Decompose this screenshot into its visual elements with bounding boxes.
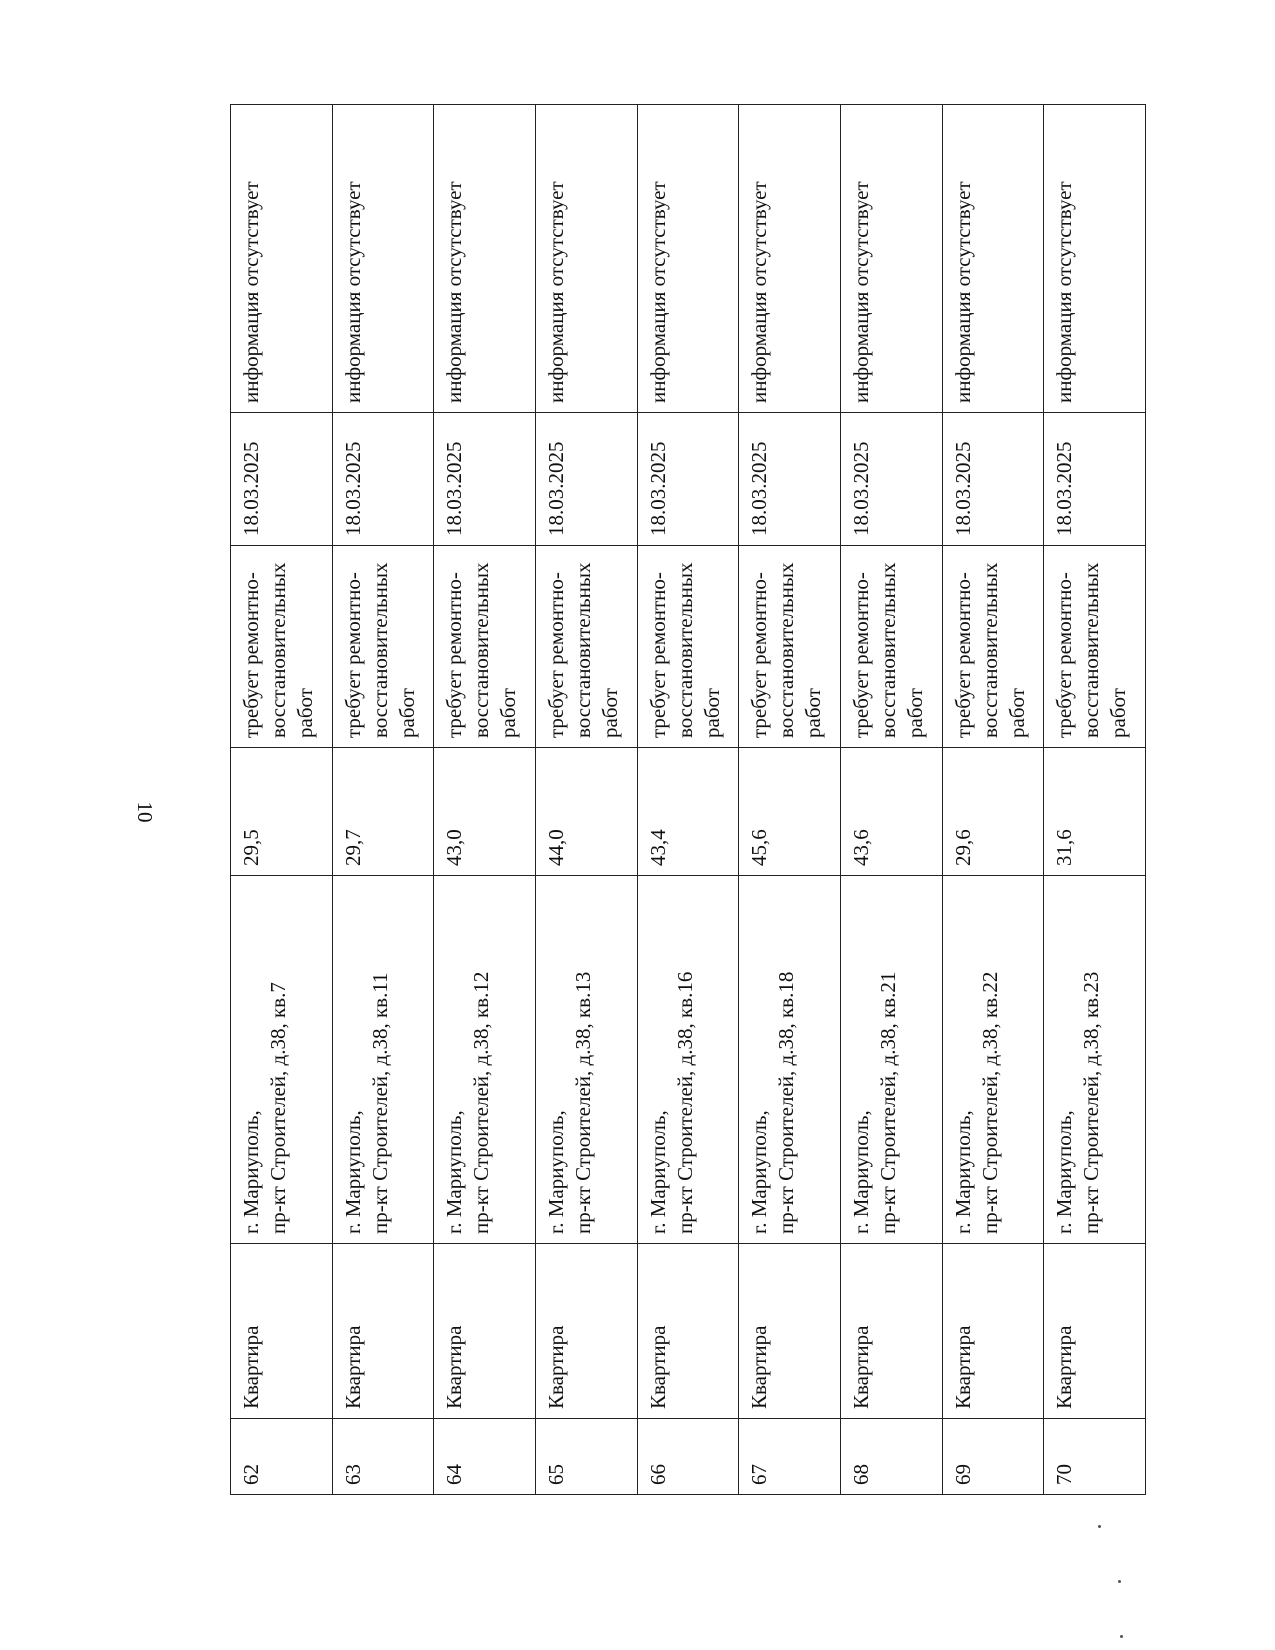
table-row	[332, 105, 434, 1495]
date-cell: 18.03.2025	[942, 413, 1044, 546]
date-cell: 18.03.2025	[535, 413, 637, 546]
object-type-cell: Квартира	[1044, 1244, 1146, 1419]
row-number-cell: 67	[739, 1419, 841, 1495]
date-cell: 18.03.2025	[637, 413, 739, 546]
condition-cell: требует ремонтно- восстановительных работ	[332, 546, 434, 748]
area-cell: 44,0	[535, 748, 637, 876]
info-cell: информация отсутствует	[840, 105, 942, 413]
date-cell: 18.03.2025	[434, 413, 536, 546]
object-type-cell: Квартира	[840, 1244, 942, 1419]
object-type-cell: Квартира	[637, 1244, 739, 1419]
info-cell: информация отсутствует	[332, 105, 434, 413]
condition-cell: требует ремонтно- восстановительных работ	[637, 546, 739, 748]
condition-cell: требует ремонтно- восстановительных работ	[942, 546, 1044, 748]
table-row	[231, 105, 333, 1495]
table-row	[434, 105, 536, 1495]
table-row	[637, 105, 739, 1495]
area-cell: 43,6	[840, 748, 942, 876]
address-cell: г. Мариуполь, пр-кт Строителей, д.38, кв.7	[231, 876, 333, 1244]
date-cell: 18.03.2025	[739, 413, 841, 546]
object-type-cell: Квартира	[739, 1244, 841, 1419]
condition-cell: требует ремонтно- восстановительных работ	[739, 546, 841, 748]
area-cell: 31,6	[1044, 748, 1146, 876]
object-type-cell: Квартира	[434, 1244, 536, 1419]
row-number-cell: 69	[942, 1419, 1044, 1495]
info-cell: информация отсутствует	[942, 105, 1044, 413]
object-type-cell: Квартира	[231, 1244, 333, 1419]
condition-cell: требует ремонтно- восстановительных работ	[1044, 546, 1146, 748]
table-row	[1044, 105, 1146, 1495]
condition-cell: требует ремонтно- восстановительных работ	[840, 546, 942, 748]
scan-speck	[1098, 1525, 1101, 1528]
info-cell: информация отсутствует	[434, 105, 536, 413]
row-number-cell: 70	[1044, 1419, 1146, 1495]
property-table	[230, 104, 1146, 1495]
info-cell: информация отсутствует	[231, 105, 333, 413]
address-cell: г. Мариуполь, пр-кт Строителей, д.38, кв.22	[942, 876, 1044, 1244]
area-cell: 29,6	[942, 748, 1044, 876]
address-cell: г. Мариуполь, пр-кт Строителей, д.38, кв.13	[535, 876, 637, 1244]
date-cell: 18.03.2025	[332, 413, 434, 546]
address-cell: г. Мариуполь, пр-кт Строителей, д.38, кв.18	[739, 876, 841, 1244]
area-cell: 29,7	[332, 748, 434, 876]
row-number-cell: 65	[535, 1419, 637, 1495]
row-number-cell: 62	[231, 1419, 333, 1495]
date-cell: 18.03.2025	[231, 413, 333, 546]
area-cell: 45,6	[739, 748, 841, 876]
table-row	[535, 105, 637, 1495]
row-number-cell: 66	[637, 1419, 739, 1495]
object-type-cell: Квартира	[942, 1244, 1044, 1419]
date-cell: 18.03.2025	[1044, 413, 1146, 546]
page-number: 10	[133, 801, 157, 823]
condition-cell: требует ремонтно- восстановительных работ	[231, 546, 333, 748]
area-cell: 43,0	[434, 748, 536, 876]
info-cell: информация отсутствует	[739, 105, 841, 413]
info-cell: информация отсутствует	[535, 105, 637, 413]
rotated-table-wrapper	[230, 105, 1146, 1495]
row-number-cell: 63	[332, 1419, 434, 1495]
area-cell: 43,4	[637, 748, 739, 876]
object-type-cell: Квартира	[535, 1244, 637, 1419]
condition-cell: требует ремонтно- восстановительных работ	[434, 546, 536, 748]
table-body	[231, 105, 1146, 1495]
address-cell: г. Мариуполь, пр-кт Строителей, д.38, кв.21	[840, 876, 942, 1244]
condition-cell: требует ремонтно- восстановительных работ	[535, 546, 637, 748]
scan-speck	[1120, 1635, 1123, 1638]
table-row	[739, 105, 841, 1495]
object-type-cell: Квартира	[332, 1244, 434, 1419]
table-row	[942, 105, 1044, 1495]
address-cell: г. Мариуполь, пр-кт Строителей, д.38, кв.23	[1044, 876, 1146, 1244]
row-number-cell: 68	[840, 1419, 942, 1495]
address-cell: г. Мариуполь, пр-кт Строителей, д.38, кв.12	[434, 876, 536, 1244]
date-cell: 18.03.2025	[840, 413, 942, 546]
scan-speck	[1118, 1580, 1121, 1583]
address-cell: г. Мариуполь, пр-кт Строителей, д.38, кв.16	[637, 876, 739, 1244]
table-row	[840, 105, 942, 1495]
info-cell: информация отсутствует	[1044, 105, 1146, 413]
address-cell: г. Мариуполь, пр-кт Строителей, д.38, кв.11	[332, 876, 434, 1244]
area-cell: 29,5	[231, 748, 333, 876]
info-cell: информация отсутствует	[637, 105, 739, 413]
row-number-cell: 64	[434, 1419, 536, 1495]
